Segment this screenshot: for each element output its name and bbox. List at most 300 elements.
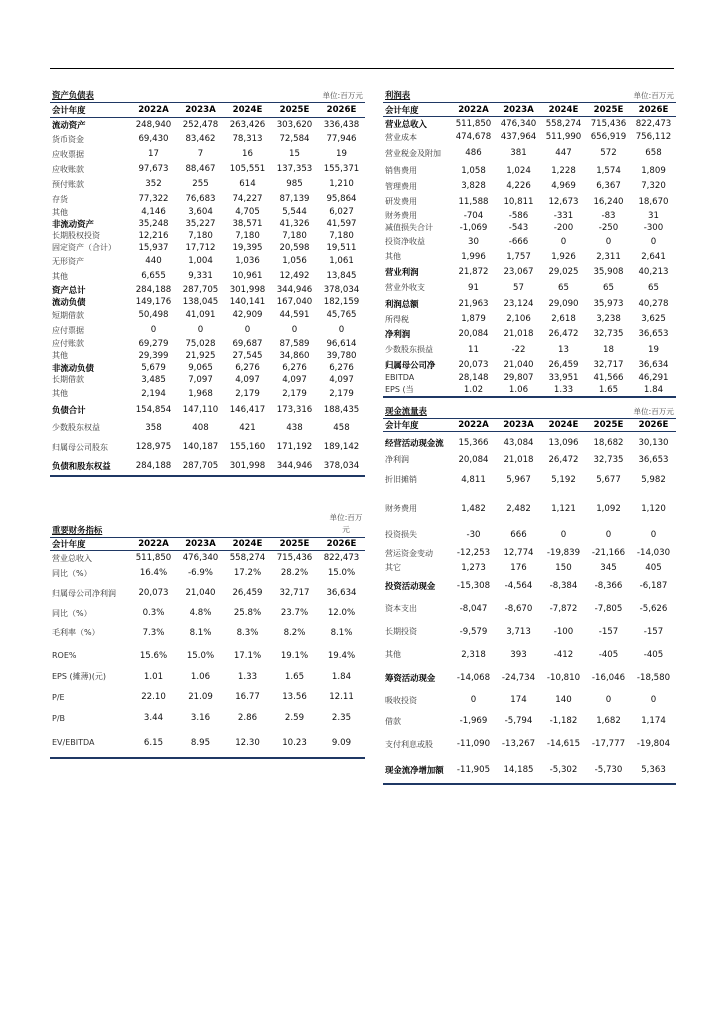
page-top-rule [50,68,674,69]
cell-value: 182,159 [323,296,360,307]
cell-value: 287,705 [182,284,219,295]
cell-value: 358 [145,422,162,433]
row-label: 无形资产 [52,256,84,266]
key-metrics-bottom-rule [50,757,365,759]
row-label: 短期借款 [52,310,84,320]
cell-value: -100 [553,626,574,637]
cell-value: -17,777 [591,739,626,749]
cell-value: 29,399 [138,350,169,361]
cell-value: 32,717 [593,359,624,370]
row-label: 预付账款 [52,179,84,189]
table-row [50,177,365,192]
cell-value: 511,990 [545,132,582,142]
cell-value: -12,253 [456,548,491,558]
cell-value: 21,040 [503,359,534,370]
cell-value: 21,018 [503,329,534,339]
cell-value: 822,473 [635,118,672,129]
row-label: 管理费用 [385,181,417,191]
table-row [50,323,365,338]
cell-value: 2,618 [551,314,576,324]
column-header-year: 2022A [130,538,177,551]
table-row [383,327,676,342]
table-row [50,242,365,254]
cell-value: 0 [605,695,612,705]
table-row [50,118,365,132]
cell-value: 3,713 [506,626,531,637]
cell-value: 1.33 [553,384,574,395]
cell-value: -7,872 [549,603,578,614]
cell-value: 32,735 [593,454,624,465]
table-row [383,643,676,667]
key-metrics-unit: 单位:百万元 [329,513,363,534]
cell-value: -1,969 [459,716,488,726]
cell-value: 20,073 [138,588,169,598]
cell-value: 0 [470,695,477,705]
cell-value: 95,864 [326,194,357,204]
balance-sheet-table [50,102,365,475]
row-label: EPS (当 [385,385,414,394]
table-row [383,210,676,222]
column-header-year: 2026E [318,538,365,551]
row-label: 固定资产（合计） [52,243,116,252]
cell-value: 1,036 [235,256,260,266]
column-header-year: 2025E [586,103,631,117]
cell-value: 74,227 [232,194,263,204]
cell-value: -22 [511,344,526,355]
table-row [50,192,365,207]
cell-value: 69,279 [138,338,169,349]
cell-value: 40,278 [638,298,669,309]
cell-value: 7.3% [142,627,165,638]
cell-value: 137,353 [276,164,313,174]
cell-value: 381 [510,148,527,158]
cell-value: 1.01 [143,671,164,682]
cell-value: 128,975 [135,442,172,452]
row-label: 应收票据 [52,149,84,159]
cell-value: 75,028 [185,338,216,349]
cell-value: 511,850 [135,553,172,564]
cell-value: 1.84 [643,384,664,395]
row-label: 流动负债 [52,296,86,307]
cell-value: 46,291 [638,372,669,383]
cell-value: 7 [197,149,204,159]
cell-value: 6,367 [596,181,621,191]
balance-sheet-caption [50,89,365,102]
table-row [50,566,365,581]
cell-value: 42,909 [232,310,263,320]
row-label: 所得税 [385,314,409,324]
column-header-year: 2026E [631,103,676,117]
cell-value: -5,626 [639,603,668,614]
cell-value: 666 [510,529,527,540]
cell-value: 176 [510,562,527,573]
balance-sheet-header-row [50,103,365,118]
cell-value: 77,946 [326,134,357,144]
cell-value: 474,678 [455,132,492,142]
row-label: 资产总计 [52,284,86,295]
cell-value: 0 [560,236,567,247]
cell-value: -704 [463,210,484,221]
cell-value: -8,670 [504,603,533,614]
cell-value: 12,216 [138,230,169,241]
cell-value: 0 [605,529,612,540]
cash-flow-unit: 单位:百万元 [633,407,674,416]
cell-value: 756,112 [635,132,672,142]
cell-value: 0 [150,325,157,335]
income-statement-title: 利润表 [385,90,411,100]
cell-value: 147,110 [182,404,219,415]
cell-value: 5,679 [141,362,166,373]
table-row [50,218,365,230]
cell-value: 26,459 [232,588,263,598]
table-row [383,757,676,783]
cell-value: 87,139 [279,194,310,204]
table-row [383,466,676,494]
row-label: 利润总额 [385,298,419,309]
table-row [383,179,676,194]
row-label: 其它 [385,563,401,572]
cell-value: 0 [560,529,567,540]
cell-value: 44,591 [279,310,310,320]
row-label: 应付票据 [52,325,84,335]
cell-value: 17,712 [185,242,216,253]
cell-value: 65 [603,282,614,293]
cell-value: 437,964 [500,132,537,142]
cell-value: 7,180 [282,230,307,241]
table-row [383,372,676,384]
row-label: 销售费用 [385,166,417,175]
row-label: 投资净收益 [385,237,425,246]
cell-value: 20,084 [458,454,489,465]
row-label: 流动资产 [52,119,86,130]
cell-value: 287,705 [182,460,219,471]
cell-value: 7,097 [188,374,213,385]
row-label: 营业外收支 [385,283,425,292]
cell-value: 1,273 [461,562,486,573]
cell-value: 2.35 [331,713,352,723]
cell-value: 65 [648,282,659,293]
cell-value: 1,092 [596,503,621,514]
row-label: 长期借款 [52,375,84,384]
table-row [383,597,676,621]
row-label: 借款 [385,716,401,726]
cell-value: 12,673 [548,196,579,207]
cell-value: 21,963 [458,298,489,309]
cell-value: -83 [601,210,616,221]
cell-value: -412 [553,649,574,660]
balance-sheet-bottom-rule [50,475,365,477]
cell-value: -11,905 [456,764,491,775]
cell-value: 7,180 [329,230,354,241]
row-label: P/B [52,713,66,723]
table-row [383,546,676,561]
cell-value: 18,682 [593,437,624,448]
cell-value: 408 [192,422,209,433]
cell-value: 20,598 [279,242,310,253]
income-statement-table [383,102,676,396]
cell-value: 6.15 [143,737,164,748]
cell-value: 18 [603,344,614,355]
row-label: 投资活动现金 [385,580,436,591]
cell-value: 1.84 [331,671,352,682]
column-header-label: 会计年度 [50,538,130,551]
cell-value: 35,908 [593,266,624,277]
income-statement-header-row [383,103,676,117]
cell-value: 2,311 [596,251,621,262]
cell-value: 1,056 [282,256,307,266]
cell-value: 0 [650,529,657,540]
row-label: 毛利率（%） [52,628,100,637]
key-metrics-caption [50,512,365,537]
row-label: 长期股权投资 [52,231,100,240]
table-row [50,132,365,147]
cell-value: 146,417 [229,404,266,415]
cell-value: 154,854 [135,404,172,415]
column-header-year: 2022A [130,103,177,118]
cell-value: 12,774 [503,548,534,558]
row-label: 营业总收入 [385,118,427,129]
cell-value: 1,809 [641,165,666,176]
cell-value: 6,655 [141,271,166,281]
cell-value: -8,366 [594,580,623,591]
cell-value: 35,227 [185,218,216,229]
cell-value: 50,498 [138,310,169,320]
cell-value: 4.8% [189,608,212,618]
table-row [383,358,676,372]
table-row [383,667,676,690]
key-metrics-panel [50,512,365,759]
column-header-year: 2024E [224,103,271,118]
cell-value: 1,174 [641,716,666,726]
cell-value: 5,967 [506,474,531,485]
cell-value: 1,004 [188,256,213,266]
key-metrics-table [50,537,365,757]
table-row [383,454,676,466]
row-label: 筹资活动现金 [385,673,436,683]
cell-value: 43,084 [503,437,534,448]
cell-value: 8.1% [189,627,212,638]
table-row [383,711,676,732]
cell-value: 2,641 [641,251,666,262]
row-label: 归属母公司净利润 [52,588,116,598]
cell-value: 23,067 [503,266,534,277]
cell-value: -9,579 [459,626,488,637]
cell-value: 29,807 [503,372,534,383]
cell-value: 91 [468,282,479,293]
cell-value: 4,226 [506,181,531,191]
cell-value: 140,141 [229,296,266,307]
row-label: 营业总收入 [52,553,92,563]
row-label: 应付账款 [52,339,84,348]
cell-value: 13,096 [548,437,579,448]
row-label: 其他 [52,271,68,281]
cell-value: 7,320 [641,181,666,191]
cell-value: 2,482 [506,503,531,514]
cell-value: -8,047 [459,603,488,614]
row-label: 财务费用 [385,211,417,220]
cell-value: 6,276 [282,362,307,373]
table-row [50,667,365,687]
row-label: 非流动负债 [52,362,94,373]
cell-value: 656,919 [590,132,627,142]
row-label: 投资损失 [385,530,417,539]
table-row [383,163,676,179]
cell-value: 77,322 [138,194,169,204]
column-header-year: 2023A [496,419,541,432]
cell-value: 658 [645,148,662,158]
cell-value: 2,179 [282,388,307,399]
table-row [50,645,365,667]
table-row [50,551,365,566]
cell-value: 33,951 [548,372,579,383]
cell-value: 344,946 [276,460,313,471]
row-label: 其他 [385,252,401,261]
cell-value: 21,040 [185,588,216,598]
column-header-year: 2022A [451,419,496,432]
cell-value: 5,677 [596,474,621,485]
cell-value: 8.3% [236,627,259,638]
cell-value: 985 [286,179,303,189]
cell-value: 10,961 [232,271,263,281]
cell-value: -6,187 [639,580,668,591]
cell-value: 13 [558,344,569,355]
cell-value: 9,065 [188,362,213,373]
cell-value: 88,467 [185,164,216,174]
cell-value: 23,124 [503,298,534,309]
table-row [50,457,365,475]
cell-value: 17.2% [233,568,262,578]
row-label: 经营活动现金流 [385,437,444,448]
cell-value: 5,982 [641,474,666,485]
cell-value: 558,274 [229,553,266,564]
cell-value: 19,395 [232,242,263,253]
row-label: 其他 [385,650,401,659]
table-row [50,581,365,606]
row-label: 营业税金及附加 [385,148,441,158]
cell-value: -21,166 [591,548,626,558]
cell-value: -405 [598,649,619,660]
cell-value: 284,188 [135,460,172,471]
cell-value: 822,473 [323,553,360,564]
table-row [383,524,676,546]
cell-value: 155,160 [229,442,266,452]
cell-value: 1.65 [598,384,619,395]
cell-value: 352 [145,179,162,189]
cell-value: 45,765 [326,310,357,320]
cell-value: 20,084 [458,329,489,339]
cell-value: 1.33 [237,671,258,682]
table-row [50,296,365,308]
column-header-year: 2026E [631,419,676,432]
cell-value: 28.2% [280,568,309,578]
column-header-label: 会计年度 [50,103,130,118]
balance-sheet-unit: 单位:百万元 [322,91,363,100]
cell-value: -30 [466,529,481,540]
row-label: 吸收投资 [385,695,417,705]
row-label: 资本支出 [385,604,417,613]
cell-value: 35,248 [138,218,169,229]
cell-value: 1.02 [463,384,484,395]
cell-value: 41,091 [185,310,216,320]
table-row [383,342,676,358]
table-row [50,338,365,350]
cell-value: 8.1% [330,627,353,638]
cell-value: 614 [239,179,256,189]
row-label: 存货 [52,194,68,204]
cash-flow-caption [383,405,676,418]
cell-value: 167,040 [276,296,313,307]
cell-value: 1,120 [641,503,666,514]
cell-value: 35,973 [593,298,624,309]
cell-value: 150 [555,562,572,573]
cell-value: 263,426 [229,119,266,130]
cell-value: 438 [286,422,303,433]
table-row [50,362,365,374]
cell-value: 12.11 [329,692,354,702]
cell-value: -1,182 [549,716,578,726]
row-label: 支付利息或股 [385,739,433,749]
table-row [383,194,676,210]
cell-value: 301,998 [229,284,266,295]
column-header-label: 会计年度 [383,103,451,117]
column-header-year: 2025E [271,538,318,551]
cell-value: 715,436 [276,553,313,564]
cell-value: 15.0% [327,568,356,578]
cell-value: -5,794 [504,716,533,726]
cell-value: -666 [508,236,529,247]
cell-value: 7,180 [188,230,213,241]
cell-value: 8.95 [190,737,211,748]
cell-value: 19.4% [327,650,356,661]
cell-value: -6.9% [188,568,213,578]
row-label: 归属母公司股东 [52,442,108,452]
cell-value: 6,276 [235,362,260,373]
cell-value: 0 [650,695,657,705]
cell-value: 76,683 [185,194,216,204]
cell-value: 0 [244,325,251,335]
cell-value: 16,240 [593,196,624,207]
cell-value: 189,142 [323,442,360,452]
cell-value: 8.2% [283,627,306,638]
row-label: 净利润 [385,329,411,339]
cell-value: 69,430 [138,134,169,144]
row-label: EV/EBITDA [52,738,95,747]
cell-value: 5,363 [641,764,666,775]
cell-value: 16 [242,149,253,159]
cell-value: 38,571 [232,218,263,229]
cell-value: 2.59 [284,713,305,723]
cell-value: 41,326 [279,218,310,229]
table-row [383,250,676,264]
cell-value: -200 [553,222,574,233]
cell-value: 421 [239,422,256,433]
cell-value: 1,574 [596,165,621,176]
table-row [50,230,365,242]
cell-value: 1,482 [461,503,486,514]
cell-value: 83,462 [185,134,216,144]
cell-value: 405 [645,562,662,573]
row-label: 营运资金变动 [385,548,433,558]
row-label: 负债和股东权益 [52,460,111,471]
cell-value: 41,566 [593,372,624,383]
cell-value: 345 [600,562,617,573]
table-row [383,312,676,327]
row-label: 减值损失合计 [385,223,433,232]
table-row [50,308,365,323]
table-row [50,147,365,162]
cell-value: 2,179 [235,388,260,399]
table-row [50,621,365,645]
